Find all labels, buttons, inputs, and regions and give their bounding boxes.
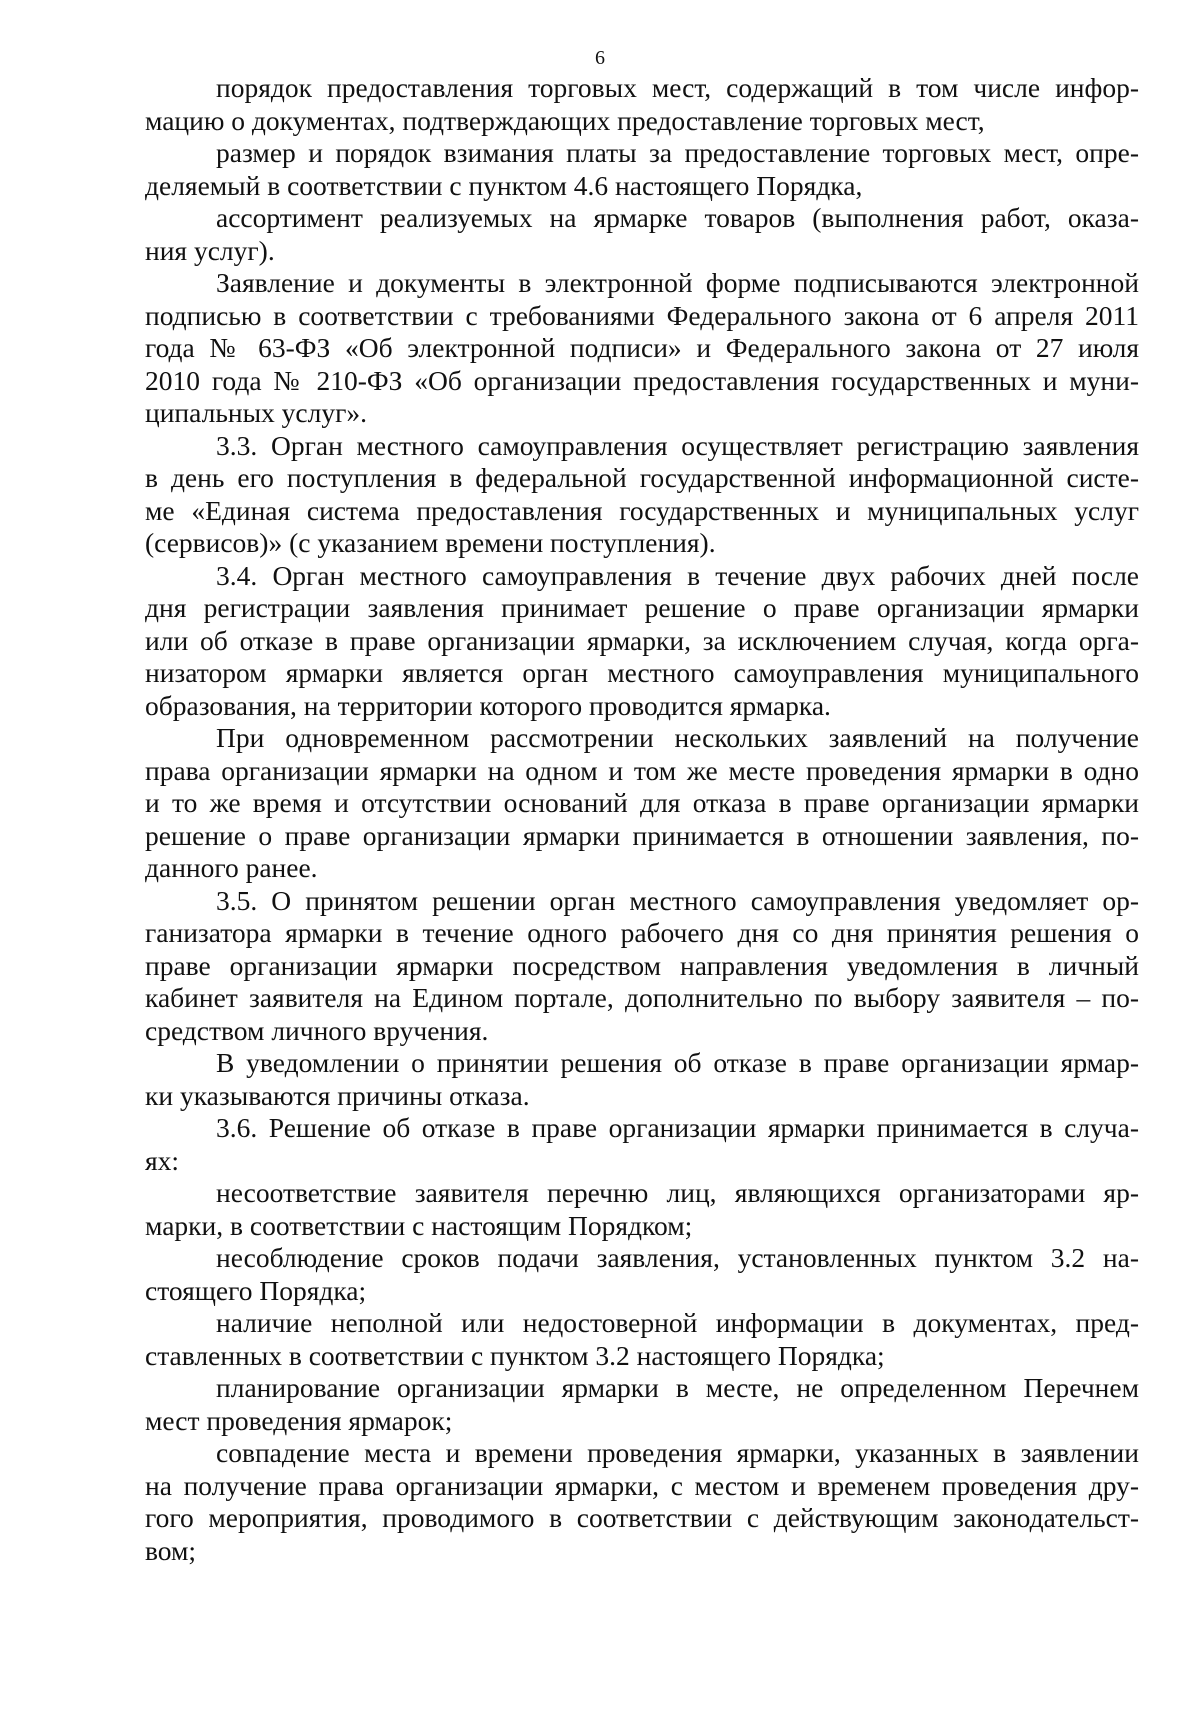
text-line: При одновременном рассмотрении нескольких заявлений на получение xyxy=(216,722,1139,753)
text-line: совпадение места и времени проведения ярмарки, указанных в заявлении xyxy=(216,1437,1139,1468)
text-line: ме «Единая система предоставления государственных и муниципальных услуг xyxy=(145,494,1139,526)
text-line: или об отказе в праве организации ярмарки, за исключением случая, когда орга- xyxy=(145,624,1139,656)
text-line: и то же время и отсутствии оснований для отказа в праве организации ярмарки xyxy=(145,787,1139,818)
text-line: мест проведения ярмарок; xyxy=(145,1404,453,1436)
paragraph xyxy=(145,267,1139,430)
text-line: вом; xyxy=(145,1534,197,1566)
text-line: размер и порядок взимания платы за предоставление торговых мест, опре- xyxy=(216,137,1139,168)
text-line: деляемый в соответствии с пунктом 4.6 настоящего Порядка, xyxy=(145,169,863,201)
text-line: марки, в соответствии с настоящим Порядком; xyxy=(145,1209,693,1241)
text-line: дня регистрации заявления принимает решение о праве организации ярмарки xyxy=(145,592,1139,623)
text-line: в день его поступления в федеральной государственной информационной систе- xyxy=(145,462,1139,493)
text-line: наличие неполной или недостоверной информации в документах, пред- xyxy=(216,1307,1139,1338)
text-line: права организации ярмарки на одном и том же месте проведения ярмарки в одно xyxy=(145,754,1139,786)
text-line: ки указываются причины отказа. xyxy=(145,1079,530,1111)
paragraph xyxy=(145,885,1139,1048)
text-line: Заявление и документы в электронной форме подписываются электронной xyxy=(216,267,1139,298)
paragraph xyxy=(145,1242,1139,1307)
text-line: порядок предоставления торговых мест, содержащий в том числе инфор- xyxy=(216,72,1139,103)
text-line: 3.3. Орган местного самоуправления осуществляет регистрацию заявления xyxy=(216,429,1139,461)
page-number: 6 xyxy=(595,47,605,69)
paragraph xyxy=(145,560,1139,723)
text-line: кабинет заявителя на Едином портале, дополнительно по выбору заявителя – по- xyxy=(145,982,1139,1013)
paragraph xyxy=(145,1047,1139,1112)
text-line: решение о праве организации ярмарки принимается в отношении заявления, по- xyxy=(145,819,1139,851)
paragraph xyxy=(145,722,1139,885)
text-line: образования, на территории которого проводится ярмарка. xyxy=(145,689,831,721)
paragraph xyxy=(145,1177,1139,1242)
text-line: ганизатора ярмарки в течение одного рабочего дня со дня принятия решения о xyxy=(145,917,1139,948)
text-line: года № 63-ФЗ «Об электронной подписи» и Федерального закона от 27 июля xyxy=(145,332,1139,363)
text-line: несоответствие заявителя перечню лиц, являющихся организаторами яр- xyxy=(216,1177,1139,1208)
text-line: 3.4. Орган местного самоуправления в течение двух рабочих дней после xyxy=(216,559,1139,591)
text-line: 2010 года № 210-ФЗ «Об организации предоставления государственных и муни- xyxy=(145,364,1139,396)
text-line: (сервисов)» (с указанием времени поступления). xyxy=(145,527,716,558)
document-body xyxy=(145,72,1139,1567)
text-line: подписью в соответствии с требованиями Федерального закона от 6 апреля 2011 xyxy=(145,299,1139,331)
text-line: на получение права организации ярмарки, с местом и временем проведения дру- xyxy=(145,1469,1139,1501)
paragraph xyxy=(145,430,1139,560)
text-line: ципальных услуг». xyxy=(145,397,368,428)
text-line: низатором ярмарки является орган местного самоуправления муниципального xyxy=(145,657,1139,688)
paragraph xyxy=(145,1112,1139,1177)
paragraph xyxy=(145,137,1139,202)
text-line: средством личного вручения. xyxy=(145,1014,489,1046)
paragraph xyxy=(145,1372,1139,1437)
text-line: стоящего Порядка; xyxy=(145,1274,367,1306)
text-line: праве организации ярмарки посредством направления уведомления в личный xyxy=(145,949,1139,981)
paragraph xyxy=(145,1437,1139,1567)
text-line: гого мероприятия, проводимого в соответствии с действующим законодательст- xyxy=(145,1502,1139,1533)
text-line: несоблюдение сроков подачи заявления, установленных пунктом 3.2 на- xyxy=(216,1242,1139,1273)
paragraph xyxy=(145,202,1139,267)
text-line: 3.6. Решение об отказе в праве организации ярмарки принимается в случа- xyxy=(216,1112,1139,1143)
text-line: ставленных в соответствии с пунктом 3.2 настоящего Порядка; xyxy=(145,1339,885,1371)
text-line: мацию о документах, подтверждающих предоставление торговых мест, xyxy=(145,104,985,136)
text-line: данного ранее. xyxy=(145,852,318,883)
paragraph xyxy=(145,72,1139,137)
text-line: В уведомлении о принятии решения об отказе в праве организации ярмар- xyxy=(216,1047,1139,1078)
text-line: ассортимент реализуемых на ярмарке товаров (выполнения работ, оказа- xyxy=(216,202,1139,233)
text-line: 3.5. О принятом решении орган местного самоуправления уведомляет ор- xyxy=(216,884,1139,916)
text-line: ях: xyxy=(145,1144,180,1176)
text-line: планирование организации ярмарки в месте, не определенном Перечнем xyxy=(216,1372,1139,1403)
paragraph xyxy=(145,1307,1139,1372)
text-line: ния услуг). xyxy=(145,234,275,266)
